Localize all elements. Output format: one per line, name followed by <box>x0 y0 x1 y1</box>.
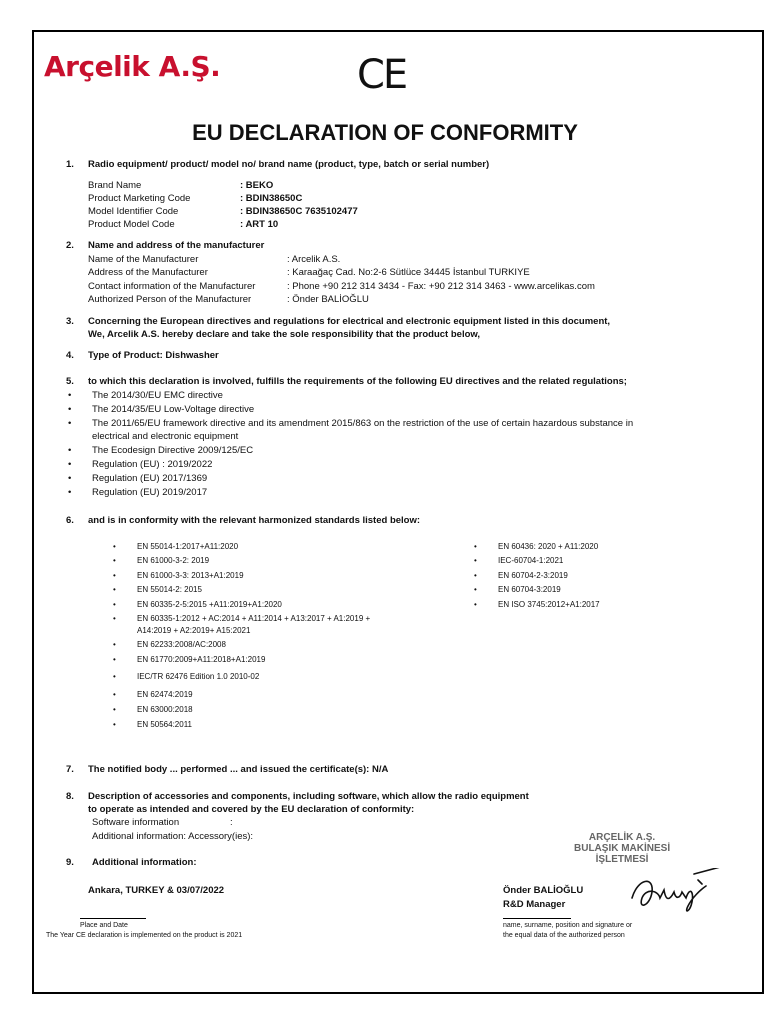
section-8-line1: Description of accessories and components, including software, which allow the radio equipment <box>88 791 529 802</box>
standard-item: • EN 60335-1:2012 + AC:2014 + A11:2014 + A13:2017 + A1:2019 + <box>137 614 370 623</box>
section-2-heading: Name and address of the manufacturer <box>88 240 265 251</box>
section-4-text: Type of Product: Dishwasher <box>88 350 219 361</box>
s1-value-brand: : BEKO <box>240 180 274 191</box>
s2-label-name: Name of the Manufacturer <box>88 254 199 265</box>
signer-name: Önder BALİOĞLU <box>503 885 584 896</box>
section-7-text: The notified body ... performed ... and issued the certificate(s): N/A <box>88 764 389 775</box>
signer-note-2: the equal data of the authorized person <box>503 932 625 939</box>
s2-label-contact: Contact information of the Manufacturer <box>88 281 256 292</box>
standard-item: • EN 60704-3:2019 <box>498 585 561 594</box>
software-info-colon: : <box>230 817 233 828</box>
standard-item: • EN 60704-2-3:2019 <box>498 571 568 580</box>
standard-item: • EN 61000-3-2: 2019 <box>137 556 209 565</box>
standard-item: • EN 63000:2018 <box>137 705 193 714</box>
standard-item-continuation: A14:2019 + A2:2019+ A15:2021 <box>137 626 251 635</box>
signer-title: R&D Manager <box>503 899 566 910</box>
section-9-text: Additional information: <box>92 857 197 868</box>
stamp-line-1: ARÇELİK A.Ş. <box>588 832 656 843</box>
s2-value-authorized: : Önder BALİOĞLU <box>287 294 369 305</box>
section-8-number: 8. <box>66 791 74 802</box>
s1-value-model-code: : ART 10 <box>240 219 279 230</box>
additional-info-label: Additional information: Accessory(ies): <box>92 831 254 842</box>
standard-item: • EN 55014-2: 2015 <box>137 585 202 594</box>
company-logo: Arçelik A.Ş. <box>44 50 221 83</box>
s1-label-brand: Brand Name <box>88 180 142 191</box>
company-stamp <box>574 832 670 865</box>
standard-item: • EN ISO 3745:2012+A1:2017 <box>498 600 600 609</box>
s1-label-model-code: Product Model Code <box>88 219 175 230</box>
stamp-line-2: BULAŞIK MAKİNESİ <box>574 843 671 854</box>
section-5-heading: to which this declaration is involved, fulfills the requirements of the following EU directives and the related regulations; <box>88 376 627 387</box>
section-3-line1: Concerning the European directives and regulations for electrical and electronic equipment listed in this document, <box>88 316 611 327</box>
ce-mark: CE <box>357 52 407 98</box>
place-date: Ankara, TURKEY & 03/07/2022 <box>88 885 225 896</box>
standard-item: • EN 60436: 2020 + A11:2020 <box>498 542 598 551</box>
section-6-heading: and is in conformity with the relevant harmonized standards listed below: <box>88 515 421 526</box>
signer-note-1: name, surname, position and signature or <box>503 922 633 929</box>
directive-item: • The Ecodesign Directive 2009/125/EC <box>92 445 253 456</box>
directive-item: • The 2014/35/EU Low-Voltage directive <box>92 404 254 415</box>
section-6-number: 6. <box>66 515 74 526</box>
standard-item: • EN 50564:2011 <box>137 720 192 729</box>
standard-item: • EN 61770:2009+A11:2018+A1:2019 <box>137 655 265 664</box>
directive-item-continuation: electrical and electronic equipment <box>92 431 239 442</box>
directive-item: • Regulation (EU) 2019/2017 <box>92 487 207 498</box>
standard-item: • IEC-60704-1:2021 <box>498 556 563 565</box>
standard-item: • EN 55014-1:2017+A11:2020 <box>137 542 238 551</box>
standard-item: • EN 60335-2-5:2015 +A11:2019+A1:2020 <box>137 600 282 609</box>
section-3-line2: We, Arcelik A.S. hereby declare and take the sole responsibility that the product below, <box>88 329 481 340</box>
standard-item: • EN 61000-3-3: 2013+A1:2019 <box>137 571 244 580</box>
section-4-number: 4. <box>66 350 74 361</box>
directive-item: • Regulation (EU) 2017/1369 <box>92 473 207 484</box>
directive-item: • The 2011/65/EU framework directive and its amendment 2015/863 on the restriction of the use of certain hazardous substance in <box>92 418 633 429</box>
place-date-label: Place and Date <box>80 922 128 929</box>
handwritten-signature <box>628 868 728 916</box>
section-1-number: 1. <box>66 159 74 170</box>
place-date-underline <box>80 918 146 919</box>
standard-item: • EN 62233:2008/AC:2008 <box>137 640 226 649</box>
signer-underline <box>503 918 571 919</box>
stamp-line-3: İŞLETMESİ <box>595 854 649 865</box>
section-7-number: 7. <box>66 764 74 775</box>
standard-item: • EN 62474:2019 <box>137 690 193 699</box>
s2-label-authorized: Authorized Person of the Manufacturer <box>88 294 252 305</box>
s2-value-name: : Arcelik A.S. <box>287 254 341 265</box>
s2-value-address: : Karaağaç Cad. No:2-6 Sütlüce 34445 İstanbul TURKIYE <box>287 267 530 278</box>
s1-value-model-id: : BDIN38650C 7635102477 <box>240 206 358 217</box>
s1-label-model-id: Model Identifier Code <box>88 206 179 217</box>
directive-item: • Regulation (EU) : 2019/2022 <box>92 459 212 470</box>
page-title: EU DECLARATION OF CONFORMITY <box>192 120 578 145</box>
section-8-line2: to operate as intended and covered by the EU declaration of conformity: <box>88 804 415 815</box>
standard-item: • IEC/TR 62476 Edition 1.0 2010-02 <box>137 672 259 681</box>
section-5-number: 5. <box>66 376 74 387</box>
section-3-number: 3. <box>66 316 74 327</box>
ce-year-note: The Year CE declaration is implemented on the product is 2021 <box>46 932 243 939</box>
s1-value-marketing: : BDIN38650C <box>240 193 303 204</box>
s2-label-address: Address of the Manufacturer <box>88 267 208 278</box>
s1-label-marketing: Product Marketing Code <box>88 193 191 204</box>
directive-item: • The 2014/30/EU EMC directive <box>92 390 223 401</box>
section-9-number: 9. <box>66 857 74 868</box>
section-1-heading: Radio equipment/ product/ model no/ brand name (product, type, batch or serial number) <box>88 159 490 170</box>
software-info-label: Software information <box>92 817 180 828</box>
s2-value-contact: : Phone +90 212 314 3434 - Fax: +90 212 314 3463 - www.arcelikas.com <box>287 281 595 292</box>
section-2-number: 2. <box>66 240 74 251</box>
